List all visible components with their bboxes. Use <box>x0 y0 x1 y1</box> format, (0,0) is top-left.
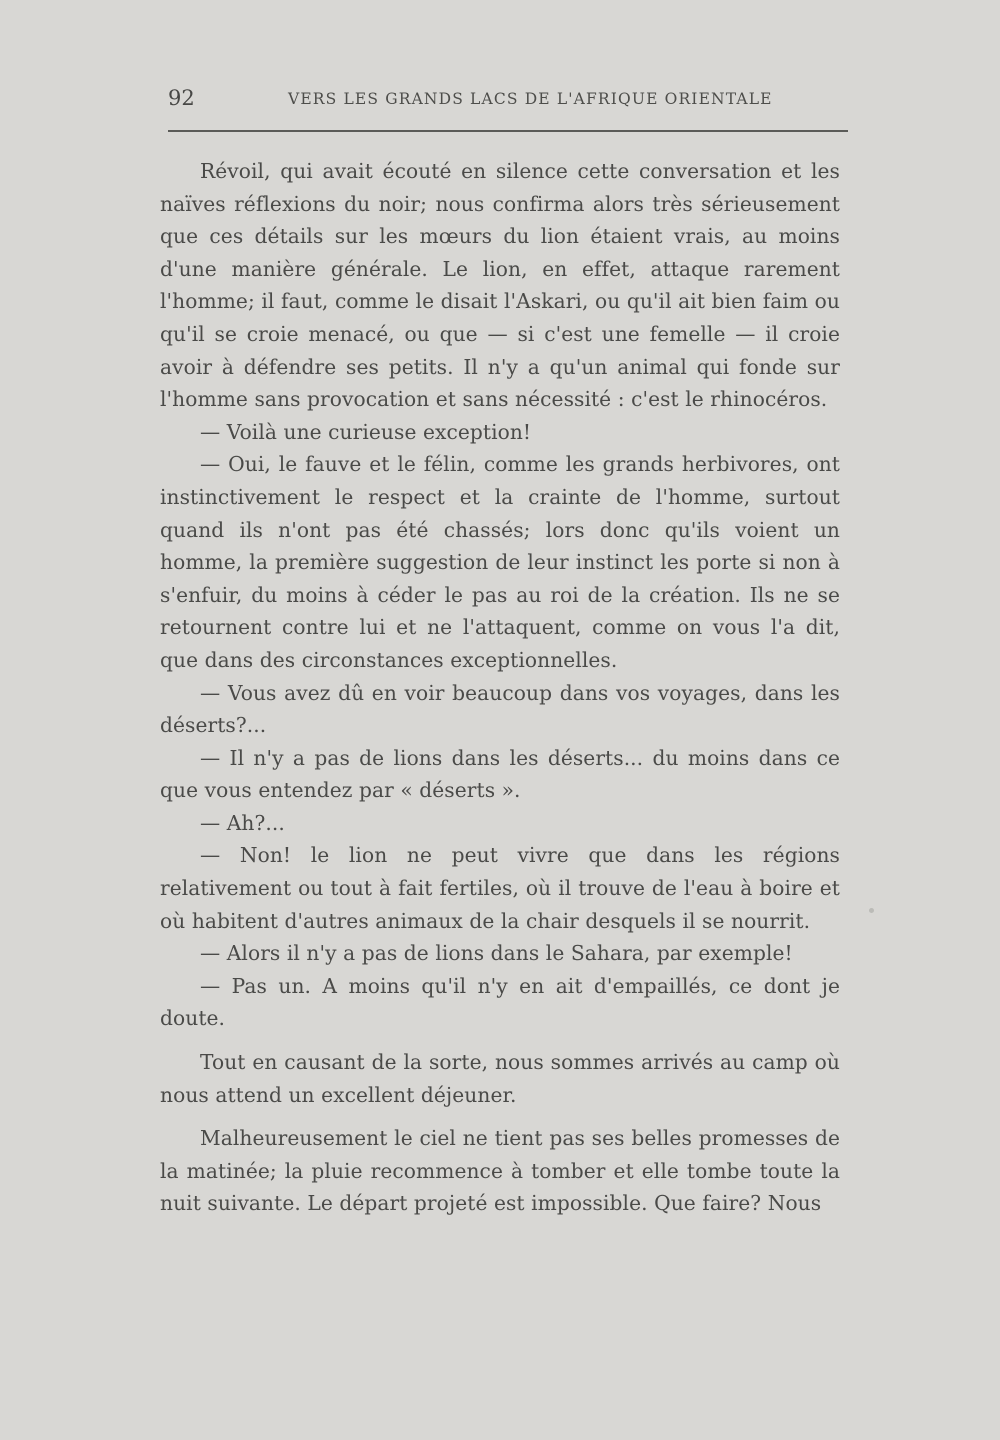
header-rule <box>168 130 848 132</box>
paragraph: — Oui, le fauve et le félin, comme les grands herbivores, ont instinctivement le respect et la crainte de l'homme, surtout quand ils n'ont pas été chassés; lors donc qu'ils voient un homme, la première suggestion de leur instinct les porte si non à s'enfuir, du moins à céder le pas au roi de la création. Ils ne se retournent contre lui et ne l'attaquent, comme on vous l'a dit, que dans des circonstances exceptionnelles. <box>160 452 840 672</box>
paragraph: Malheureusement le ciel ne tient pas ses belles promesses de la matinée; la pluie recommence à tomber et elle tombe toute la nuit suivante. Le départ projeté est impossible. Que faire? Nous <box>160 1126 840 1216</box>
running-title: VERS LES GRANDS LACS DE L'AFRIQUE ORIENTALE <box>288 90 773 108</box>
paragraph: — Voilà une curieuse exception! <box>200 419 532 444</box>
paragraph: — Pas un. A moins qu'il n'y en ait d'empaillés, ce dont je doute. <box>160 973 840 1031</box>
paragraph: — Vous avez dû en voir beaucoup dans vos voyages, dans les déserts?... <box>160 680 840 738</box>
page-number: 92 <box>168 86 195 110</box>
paragraph: — Il n'y a pas de lions dans les déserts... du moins dans ce que vous entendez par « déserts ». <box>160 745 840 803</box>
paragraph: — Alors il n'y a pas de lions dans le Sahara, par exemple! <box>200 941 793 966</box>
paragraph: Révoil, qui avait écouté en silence cette conversation et les naïves réflexions du noir; nous confirma alors très sérieusement que ces détails sur les mœurs du lion étaient vrais, au moins d'une manière générale. Le lion, en effet, attaque rarement l'homme; il faut, comme le disait l'Askari, ou qu'il ait bien faim ou qu'il se croie menacé, ou que — si c'est une femelle — il croie avoir à défendre ses petits. Il n'y a qu'un animal qui fonde sur l'homme sans provocation et sans nécessité : c'est le rhinocéros. <box>160 159 840 412</box>
paragraph: Tout en causant de la sorte, nous sommes arrivés au camp où nous attend un excellent déjeuner. <box>160 1050 840 1107</box>
page-header <box>168 86 848 116</box>
body-text <box>160 155 840 1220</box>
paragraph: — Ah?... <box>200 810 285 835</box>
paper-speck <box>869 908 874 913</box>
paragraph: — Non! le lion ne peut vivre que dans les régions relativement ou tout à fait fertiles, où il trouve de l'eau à boire et où habitent d'autres animaux de la chair desquels il se nourrit. <box>160 843 840 933</box>
